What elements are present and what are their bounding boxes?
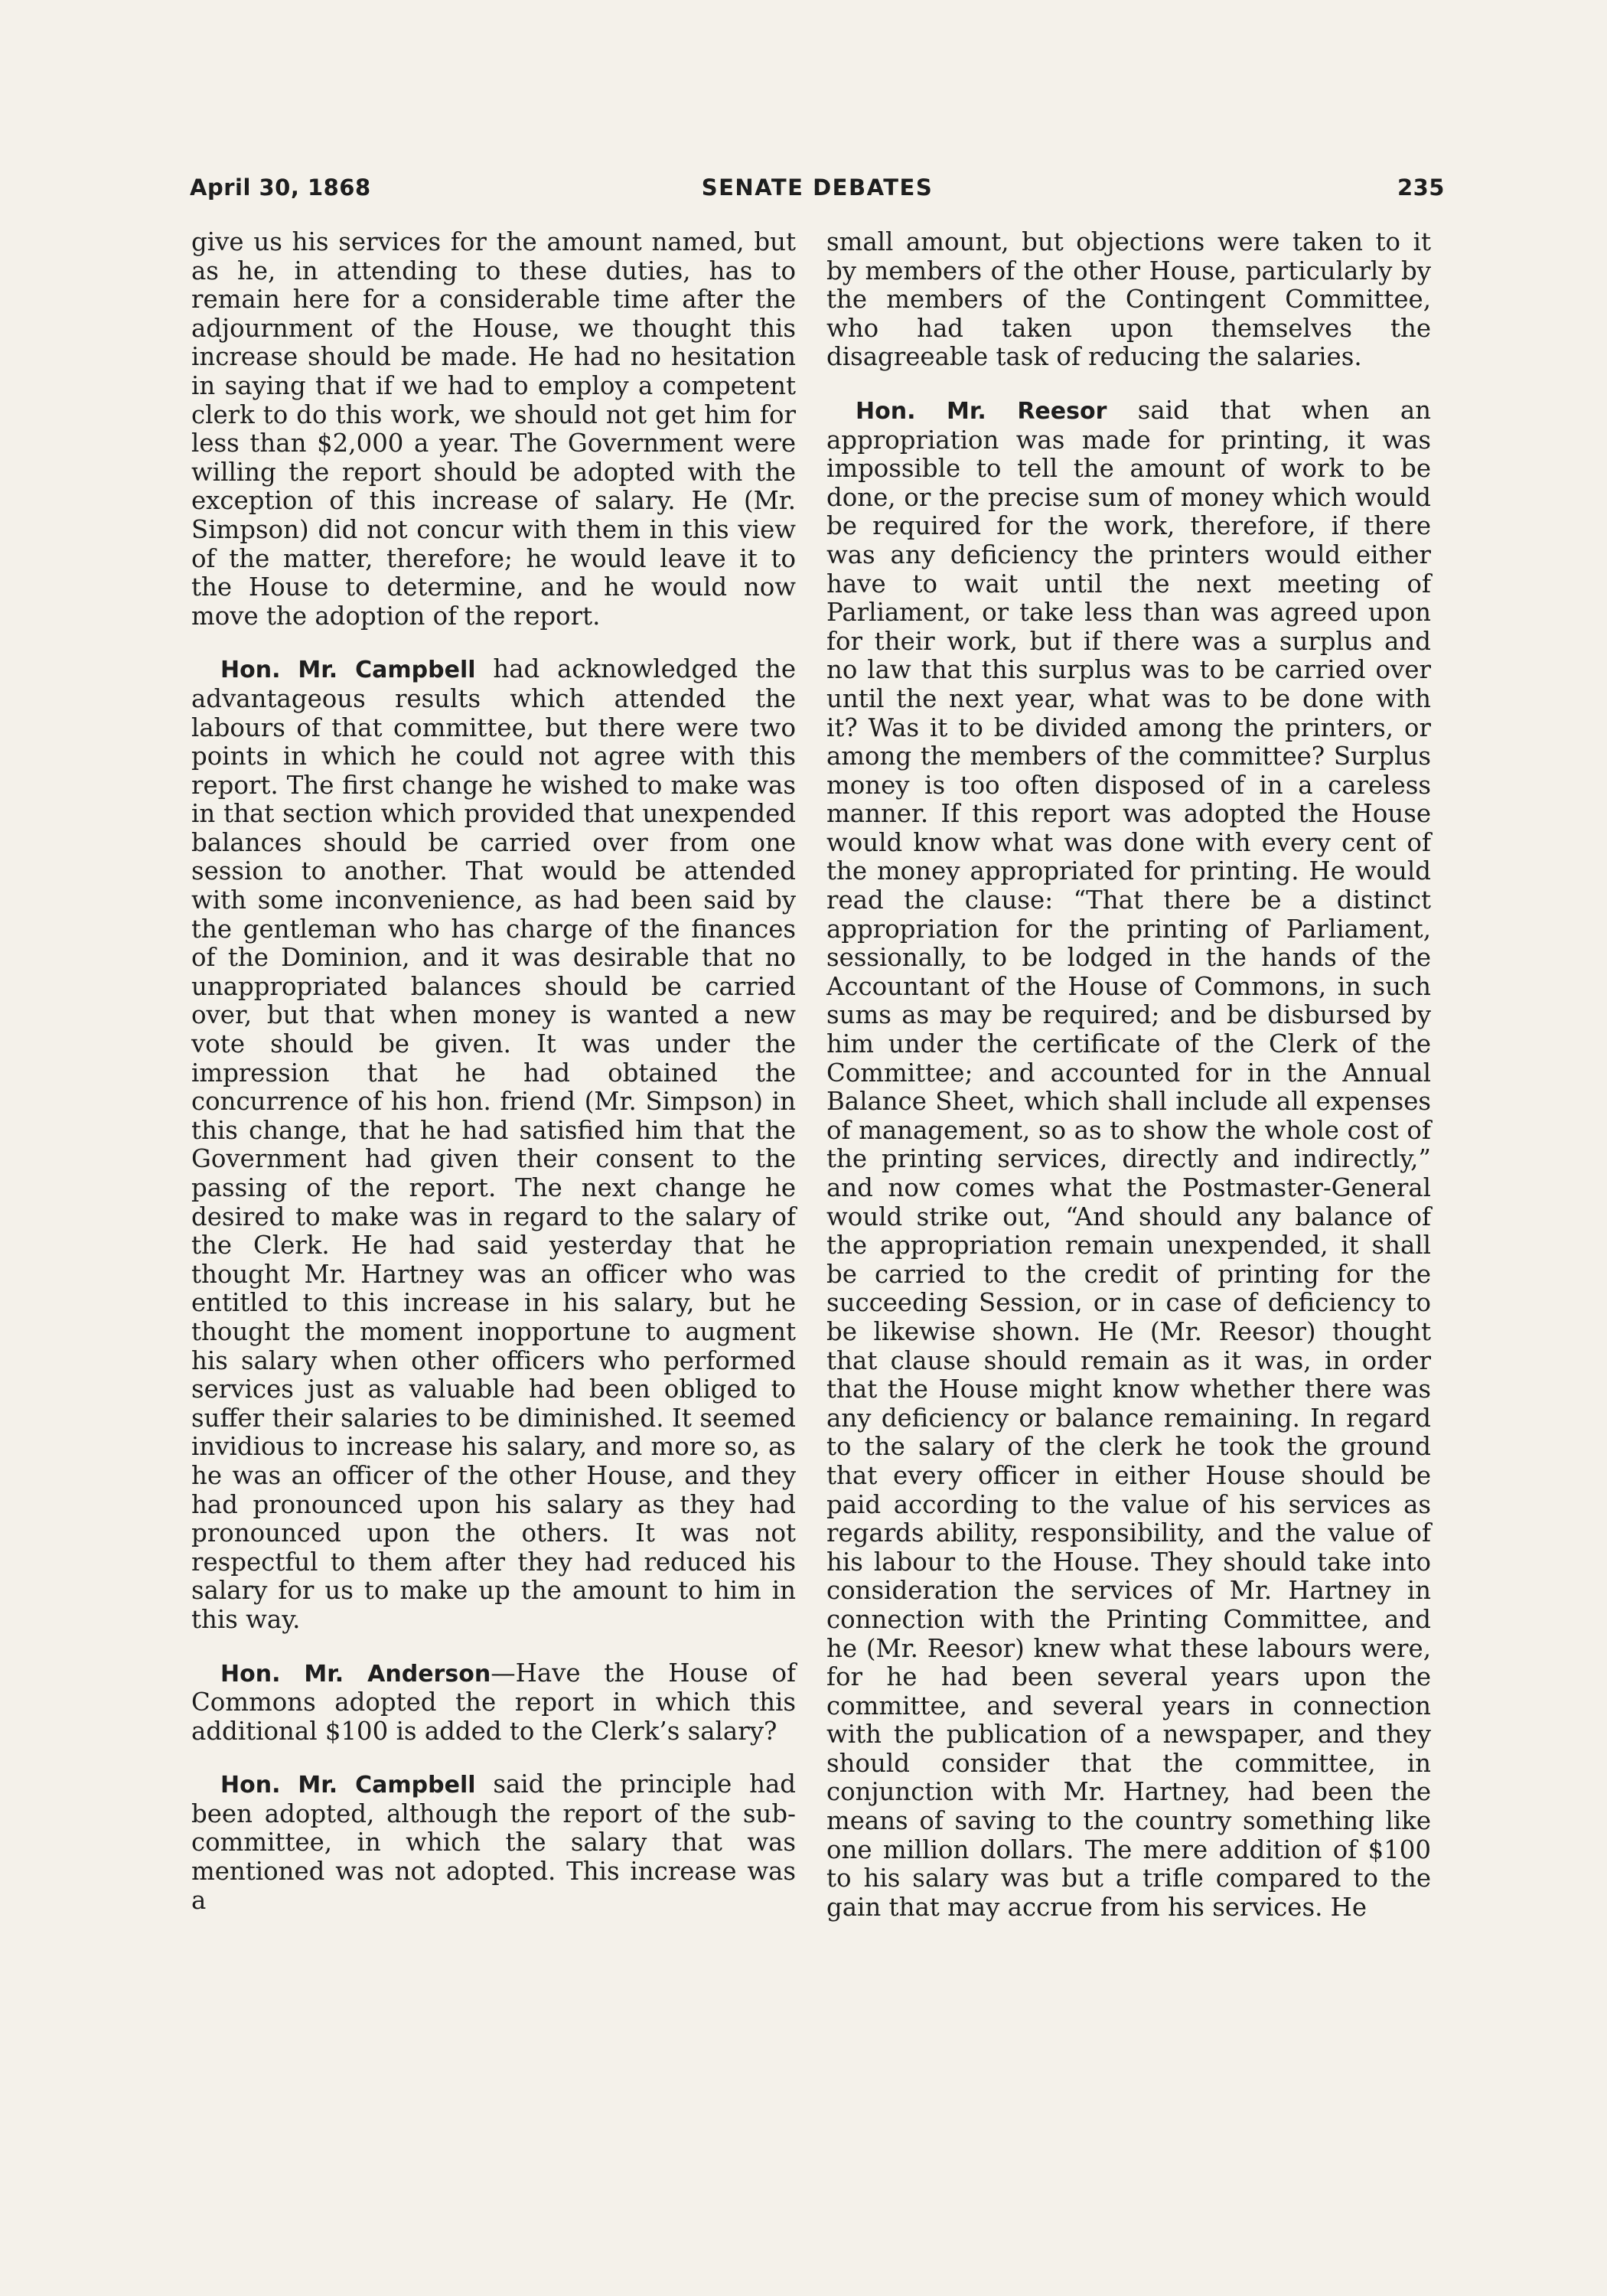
paragraph	[191, 655, 796, 1634]
page-number: 235	[1397, 174, 1445, 201]
paragraph-text: said the principle had been adopted, although the report of the sub-committee, in which the salary that was mentioned was not adopted. This increase was a	[191, 1769, 796, 1915]
paragraph	[826, 228, 1431, 372]
right-column	[826, 228, 1431, 1946]
speaker-name: Hon. Mr. Campbell	[220, 1772, 476, 1799]
paragraph	[191, 228, 796, 631]
left-column	[191, 228, 796, 1939]
paragraph-text: had acknowledged the advantageous results which attended the labours of that committee, but there were two points in which he could not agree with this report. The first change he wished to make was in that section which provided that unexpended balances should be carried over from one session to another. That would be attended with some inconvenience, as had been said by the gentleman who has charge of the finances of the Dominion, and it was desirable that no unappropriated balances should be carried over, but that when money is wanted a new vote should be given. It was under the impression that he had obtained the concurrence of his hon. friend (Mr. Simpson) in this change, that he had satisfied him that the Government had given their consent to the passing of the report. The next change he desired to make was in regard to the salary of the Clerk. He had said yesterday that he thought Mr. Hartney was an officer who was entitled to this increase in his salary, but he thought the moment inopportune to augment his salary when other officers who performed services just as valuable had been obliged to suffer their salaries to be diminished. It seemed invidious to increase his salary, and more so, as he was an officer of the other House, and they had pronounced upon his salary as they had pronounced upon the others. It was not respectful to them after they had reduced his salary for us to make up the amount to him in this way.	[191, 654, 796, 1634]
running-header	[190, 174, 1445, 205]
paragraph-text: small amount, but objections were taken to it by members of the other House, particularly by the members of the Contingent Committee, who had taken upon themselves the disagreeable task of reducing the salaries.	[826, 227, 1431, 372]
paragraph-text: —Have the House of Commons adopted the report in which this additional $100 is added to the Clerk’s salary?	[191, 1658, 796, 1746]
speaker-name: Hon. Mr. Anderson	[220, 1660, 491, 1688]
paragraph	[826, 396, 1431, 1922]
paragraph	[191, 1770, 796, 1915]
speaker-name: Hon. Mr. Campbell	[220, 657, 476, 684]
header-title: SENATE DEBATES	[701, 174, 934, 201]
paragraph-text: said that when an appropriation was made for printing, it was impossible to tell the amount of work to be done, or the precise sum of money which would be required for the work, therefore, if there was any deficiency the printers would either have to wait until the next meeting of Parliament, or take less than was agreed upon for their work, but if there was a surplus and no law that this surplus was to be carried over until the next year, what was to be done with it? Was it to be divided among the printers, or among the members of the committee? Surplus money is too often disposed of in a careless manner. If this report was adopted the House would know what was done with every cent of the money appropriated for printing. He would read the clause: “That there be a distinct appropriation for the printing of Parliament, sessionally, to be lodged in the hands of the Accountant of the House of Commons, in such sums as may be required; and be disbursed by him under the certificate of the Clerk of the Committee; and accounted for in the Annual Balance Sheet, which shall include all expenses of management, so as to show the whole cost of the printing services, directly and indirectly,” and now comes what the Postmaster-General would strike out, “And should any balance of the appropriation remain unexpended, it shall be carried to the credit of printing for the succeeding Session, or in case of deficiency to be likewise shown. He (Mr. Reesor) thought that clause should remain as it was, in order that the House might know whether there was any deficiency or balance remaining. In regard to the salary of the clerk he took the ground that every officer in either House should be paid according to the value of his services as regards ability, responsibility, and the value of his labour to the House. They should take into consideration the services of Mr. Hartney in connection with the Printing Committee, and he (Mr. Reesor) knew what these labours were, for he had been several years upon the committee, and several years in connection with the publication of a newspaper, and they should consider that the committee, in conjunction with Mr. Hartney, had been the means of saving to the country something like one million dollars. The mere addition of $100 to his salary was but a trifle compared to the gain that may accrue from his services. He	[826, 395, 1431, 1922]
header-date: April 30, 1868	[190, 174, 371, 201]
speaker-name: Hon. Mr. Reesor	[856, 397, 1107, 425]
paragraph	[191, 1659, 796, 1746]
paragraph-text: give us his services for the amount named, but as he, in attending to these duties, has to remain here for a considerable time after the adjournment of the House, we thought this increase should be made. He had no hesitation in saying that if we had to employ a competent clerk to do this work, we should not get him for less than $2,000 a year. The Government were willing the report should be adopted with the exception of this increase of salary. He (Mr. Simpson) did not concur with them in this view of the matter, therefore; he would leave it to the House to determine, and he would now move the adoption of the report.	[191, 227, 796, 631]
